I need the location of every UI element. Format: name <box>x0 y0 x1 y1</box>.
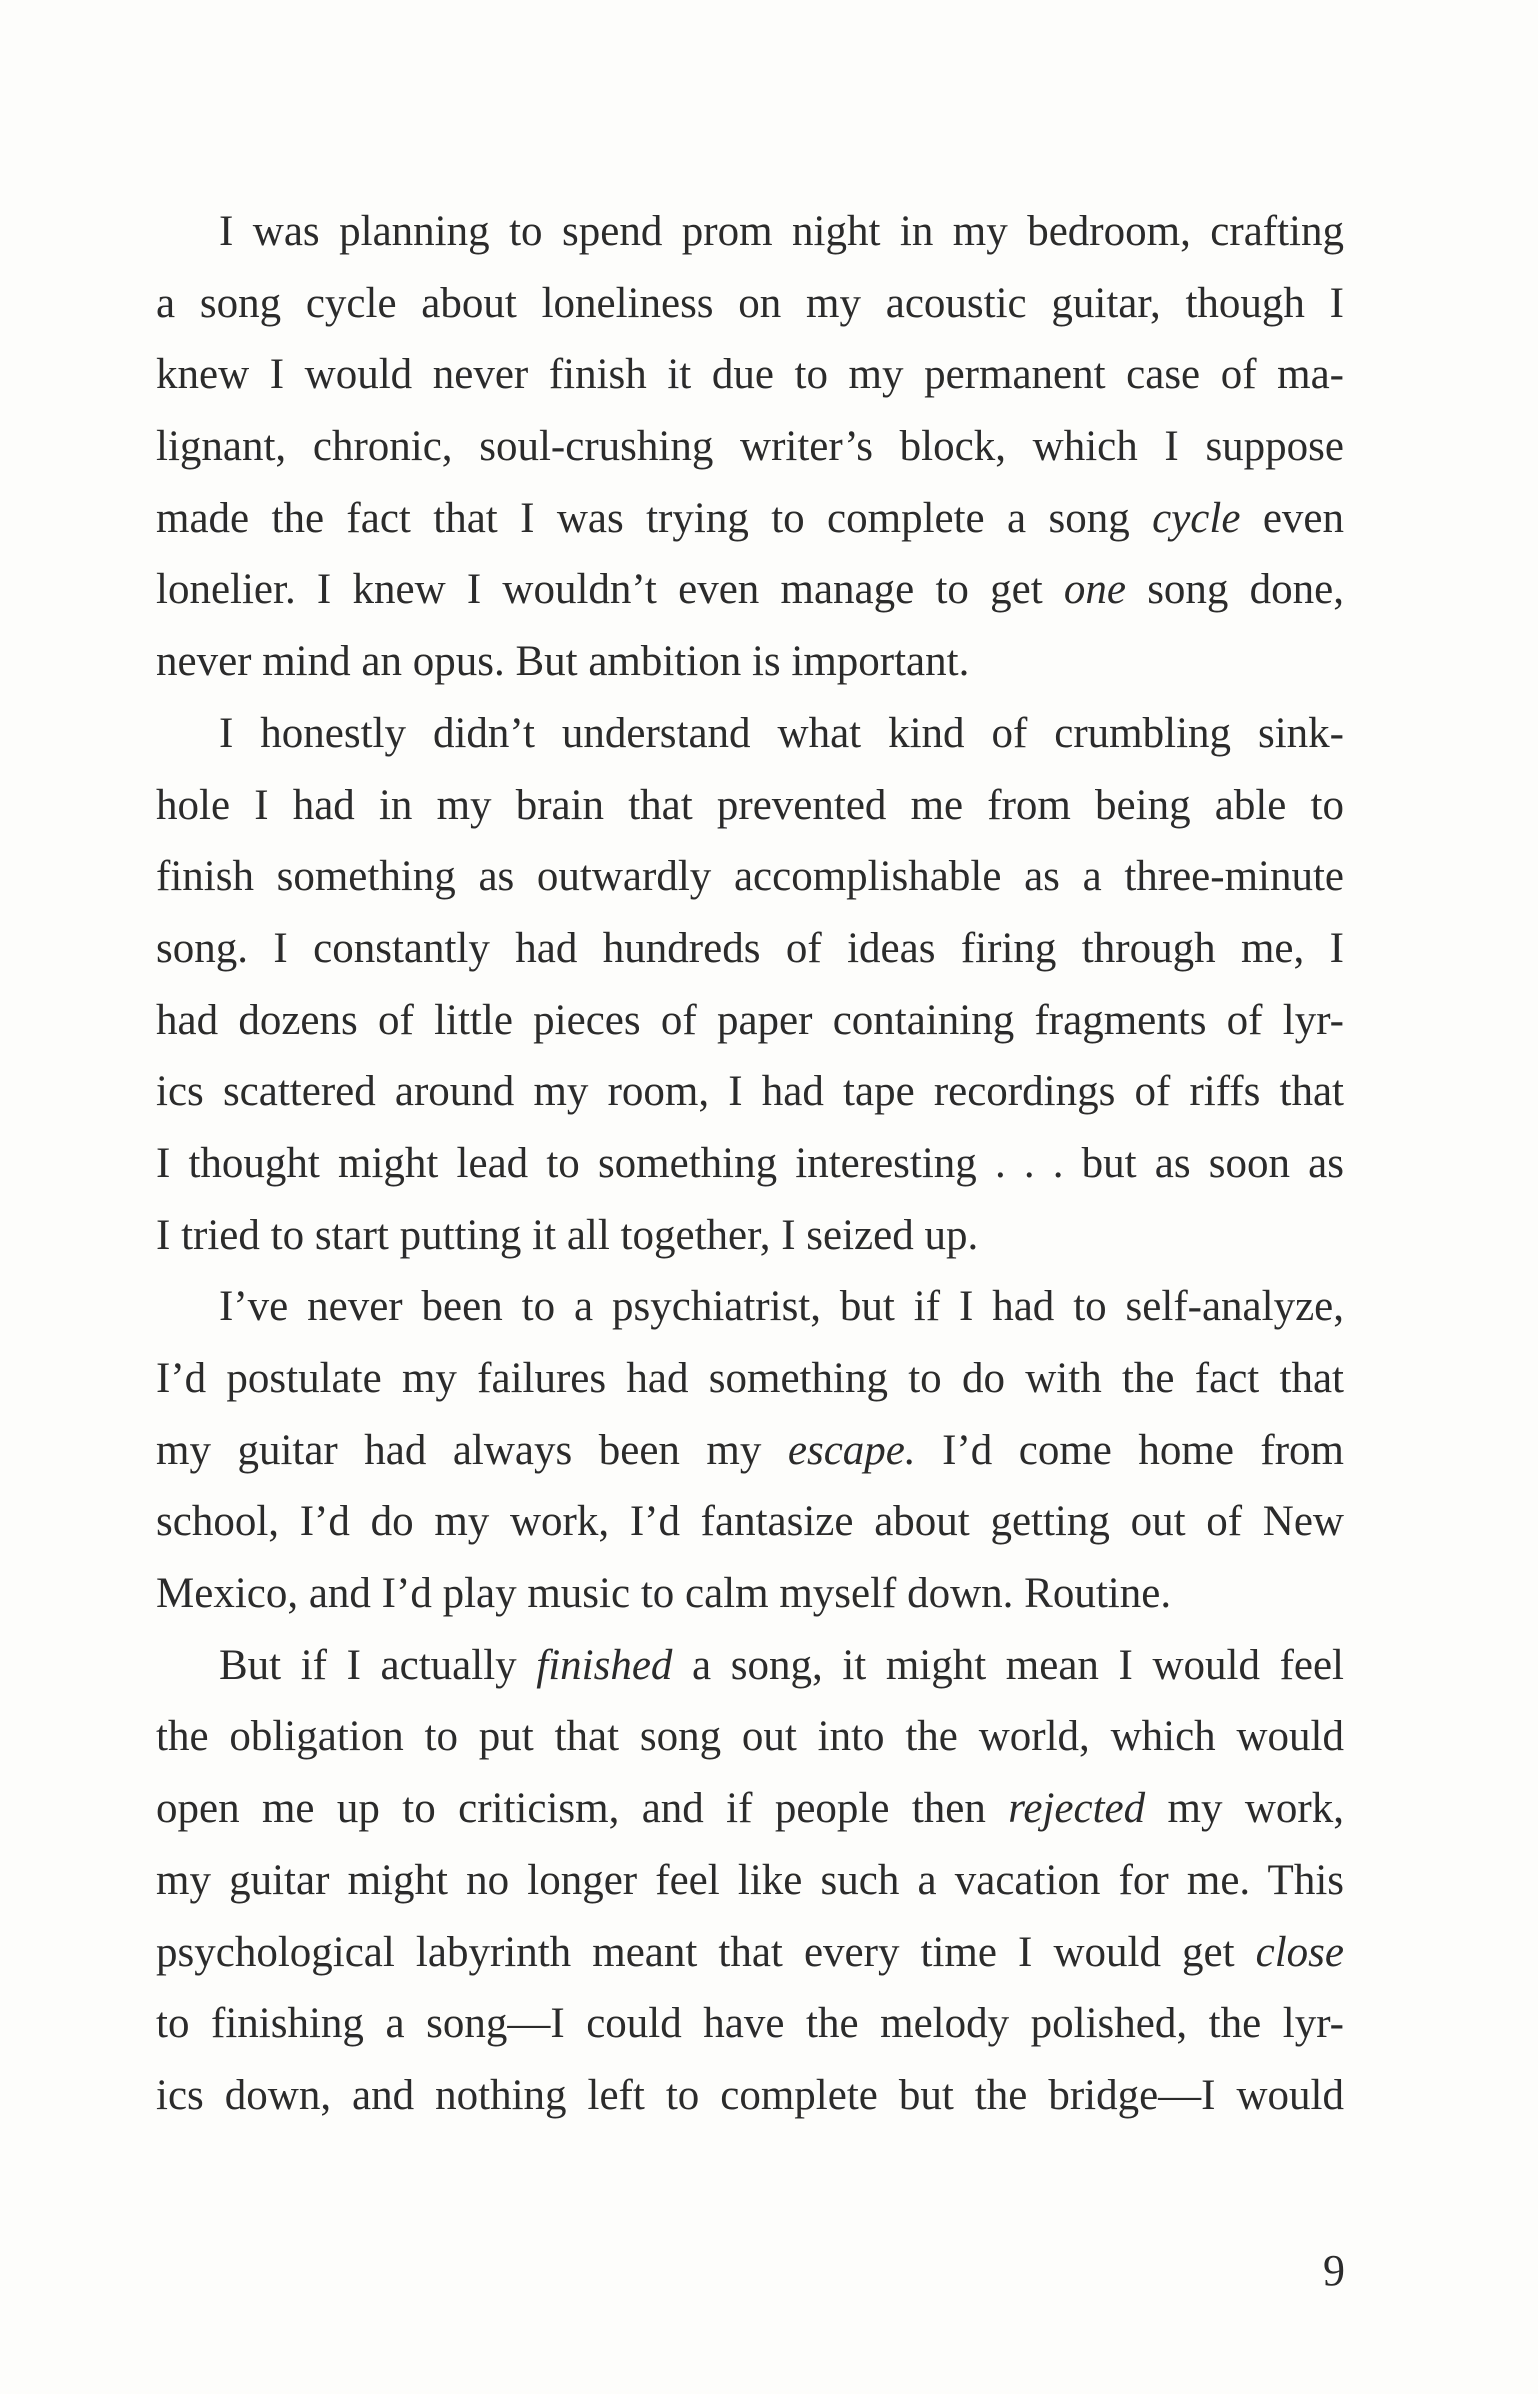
text-span: I’d postulate my failures had something to do with the fact that <box>156 1355 1344 1402</box>
text-line <box>156 196 1344 268</box>
text-span: open me up to criticism, and if people then <box>156 1785 1009 1833</box>
paragraph <box>156 1630 1344 2132</box>
text-line <box>156 411 1344 483</box>
text-span: never mind an opus. But ambition is important. <box>156 638 970 686</box>
text-span: I’d come home from <box>915 1426 1345 1474</box>
text-span: Mexico, and I’d play music to calm myself down. Routine. <box>156 1570 1172 1618</box>
text-span: made the fact that I was trying to complete a song <box>156 494 1153 542</box>
text-line <box>156 1917 1344 1989</box>
text-line <box>156 1343 1344 1415</box>
text-span: I honestly didn’t understand what kind of crumbling sink- <box>219 709 1344 757</box>
italic-text-span: rejected <box>1008 1785 1146 1833</box>
italic-text-span: close <box>1255 1928 1344 1976</box>
text-line <box>156 1056 1344 1128</box>
text-span: hole I had in my brain that prevented me from being able to <box>156 781 1344 829</box>
text-line <box>156 985 1344 1057</box>
text-span: a song cycle about loneliness on my acoustic guitar, though I <box>156 279 1344 327</box>
text-span: my guitar had always been my <box>156 1426 788 1474</box>
text-line <box>156 1558 1344 1630</box>
text-line <box>156 554 1344 626</box>
text-span: But if I actually <box>219 1641 537 1689</box>
page-number: 9 <box>1323 2246 1345 2295</box>
text-span: knew I would never finish it due to my permanent case of ma- <box>156 351 1344 399</box>
text-line <box>156 2060 1344 2132</box>
italic-text-span: one <box>1063 566 1126 614</box>
text-line <box>156 1988 1344 2060</box>
text-span: lonelier. I knew I wouldn’t even manage to get <box>156 566 1064 614</box>
paragraph <box>156 1271 1344 1629</box>
text-line <box>156 1630 1344 1702</box>
paragraph <box>156 698 1344 1272</box>
text-span: had dozens of little pieces of paper containing fragments of lyr- <box>156 996 1344 1044</box>
text-span: my work, <box>1145 1785 1344 1833</box>
text-span: song done, <box>1125 566 1344 614</box>
text-line <box>156 339 1344 411</box>
text-line <box>156 483 1344 555</box>
text-span: school, I’d do my work, I’d fantasize about getting out of New <box>156 1498 1344 1546</box>
text-span: ics scattered around my room, I had tape recordings of riffs that <box>156 1068 1344 1116</box>
italic-text-span: cycle <box>1152 494 1241 542</box>
text-line <box>156 1773 1344 1845</box>
text-line <box>156 698 1344 770</box>
text-span: a song, it might mean I would feel <box>672 1641 1345 1689</box>
text-span: I tried to start putting it all together, I seized up. <box>156 1211 979 1259</box>
text-span: finish something as outwardly accomplishable as a three-minute <box>156 853 1344 901</box>
text-line <box>156 1415 1344 1487</box>
text-line <box>156 626 1344 698</box>
text-span: ics down, and nothing left to complete but the bridge—I would <box>156 2071 1344 2119</box>
body-text <box>156 196 1344 2132</box>
text-span: I’ve never been to a psychiatrist, but if I had to self-analyze, <box>219 1283 1344 1331</box>
text-line <box>156 1271 1344 1343</box>
italic-text-span: escape. <box>787 1426 916 1474</box>
text-line <box>156 841 1344 913</box>
text-span: my guitar might no longer feel like such a vacation for me. This <box>156 1856 1344 1904</box>
text-span: song. I constantly had hundreds of ideas firing through me, I <box>156 924 1344 972</box>
text-line <box>156 1486 1344 1558</box>
text-line <box>156 1200 1344 1272</box>
text-span: I was planning to spend prom night in my bedroom, crafting <box>219 208 1344 255</box>
italic-text-span: finished <box>536 1641 673 1689</box>
text-line <box>156 1845 1344 1917</box>
text-line <box>156 913 1344 985</box>
text-line <box>156 268 1344 340</box>
text-span: the obligation to put that song out into the world, which would <box>156 1713 1344 1761</box>
text-line <box>156 1701 1344 1773</box>
text-span: to finishing a song—I could have the melody polished, the lyr- <box>156 2000 1344 2048</box>
text-line <box>156 1128 1344 1200</box>
text-span: psychological labyrinth meant that every time I would get <box>156 1928 1256 1976</box>
text-span: I thought might lead to something interesting . . . but as soon as <box>156 1139 1344 1187</box>
text-span: lignant, chronic, soul-crushing writer’s block, which I suppose <box>156 423 1344 471</box>
paragraph <box>156 196 1344 698</box>
text-span: even <box>1240 494 1344 542</box>
text-line <box>156 770 1344 842</box>
